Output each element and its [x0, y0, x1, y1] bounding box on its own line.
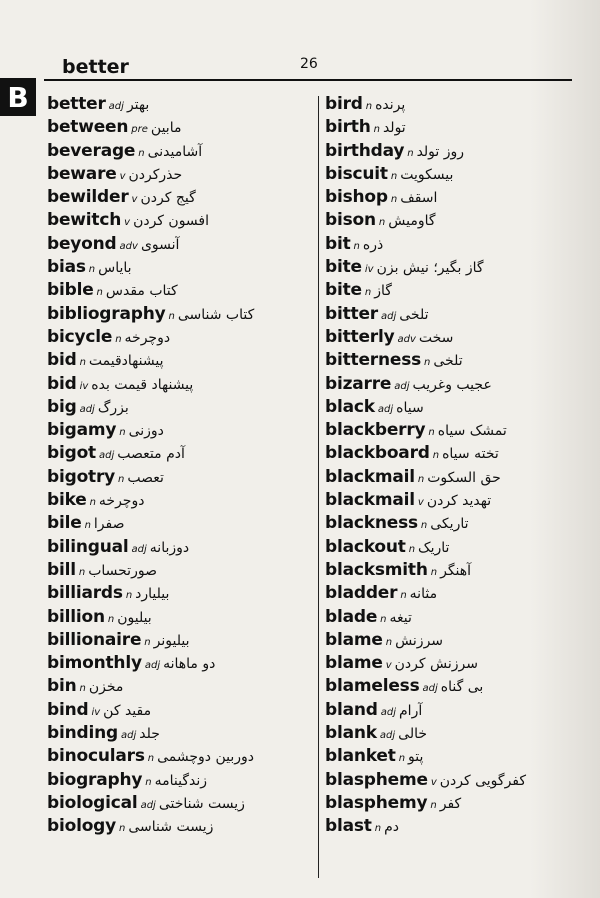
entry-part-of-speech: n — [364, 287, 372, 299]
entry-part-of-speech: pre — [131, 124, 148, 136]
dictionary-entry — [47, 397, 315, 420]
dictionary-entry — [325, 187, 575, 210]
entry-translation: گاز بگیر؛ نیش بزن — [376, 260, 484, 277]
right-column — [325, 94, 575, 840]
entry-translation: آدم متعصب — [117, 446, 185, 463]
entry-headword: bicycle — [47, 326, 113, 347]
entry-translation: مثانه — [409, 586, 438, 603]
entry-headword: beverage — [47, 140, 136, 161]
entry-headword: blacksmith — [325, 559, 428, 580]
entry-headword: blame — [325, 653, 383, 674]
entry-headword: bind — [47, 699, 89, 720]
entry-translation: صورتحساب — [88, 562, 157, 579]
entry-part-of-speech: adj — [144, 660, 161, 672]
entry-translation: خالی — [398, 726, 428, 743]
entry-part-of-speech: adv — [397, 333, 416, 345]
dictionary-entry — [47, 141, 315, 164]
entry-translation: صفرا — [93, 516, 125, 533]
entry-translation: کتاب شناسی — [177, 306, 255, 323]
dictionary-entry — [47, 327, 315, 350]
dictionary-entry — [47, 94, 315, 117]
entry-part-of-speech: n — [138, 147, 145, 159]
entry-headword: binoculars — [47, 746, 145, 767]
entry-headword: bitter — [325, 303, 378, 324]
entry-headword: bitterly — [325, 326, 395, 347]
entry-part-of-speech: n — [398, 753, 406, 765]
entry-part-of-speech: n — [374, 823, 382, 835]
entry-headword: bigotry — [47, 466, 116, 487]
entry-translation: سرزنش کردن — [394, 656, 478, 673]
dictionary-entry — [47, 257, 315, 280]
entry-headword: billionaire — [47, 629, 142, 650]
dictionary-entry — [325, 630, 575, 653]
entry-headword: bit — [325, 233, 351, 254]
entry-headword: billion — [47, 606, 105, 627]
entry-translation: تعصب — [127, 469, 164, 486]
entry-translation: بیسکویت — [400, 166, 454, 183]
entry-headword: blameless — [325, 676, 420, 697]
entry-headword: beyond — [47, 233, 117, 254]
dictionary-entry — [325, 816, 575, 839]
entry-translation: آرام — [399, 702, 423, 719]
entry-part-of-speech: iv — [91, 706, 101, 718]
entry-headword: blame — [325, 629, 383, 650]
entry-translation: گیج کردن — [140, 190, 196, 207]
entry-translation: افسون کردن — [133, 213, 210, 230]
entry-part-of-speech: n — [378, 217, 386, 229]
entry-translation: عجیب وغریب — [412, 376, 492, 393]
entry-part-of-speech: n — [373, 124, 380, 136]
entry-headword: bewitch — [47, 210, 122, 231]
entry-part-of-speech: n — [385, 636, 393, 648]
entry-headword: bilingual — [47, 536, 129, 557]
entry-headword: bigot — [47, 443, 96, 464]
dictionary-entry — [47, 210, 315, 233]
entry-headword: blackmail — [325, 466, 415, 487]
entry-part-of-speech: n — [430, 566, 438, 578]
entry-translation: بی گناه — [440, 679, 484, 696]
dictionary-entry — [325, 304, 575, 327]
entry-translation: زیست شناسی — [128, 819, 214, 836]
entry-translation: پتو — [408, 749, 424, 766]
dictionary-entry — [325, 537, 575, 560]
entry-part-of-speech: n — [79, 357, 86, 369]
letter-tab: B — [0, 78, 36, 116]
dictionary-entry — [325, 583, 575, 606]
dictionary-entry — [47, 583, 315, 606]
entry-headword: bigamy — [47, 420, 117, 441]
entry-part-of-speech: n — [380, 613, 387, 625]
entry-headword: black — [325, 396, 375, 417]
entry-translation: تهدید کردن — [426, 493, 492, 510]
entry-translation: گاومیش — [388, 213, 436, 230]
entry-part-of-speech: n — [147, 753, 155, 765]
dictionary-entry — [325, 257, 575, 280]
entry-translation: پیشنهادقیمت — [88, 353, 164, 370]
dictionary-entry — [325, 141, 575, 164]
dictionary-entry — [325, 443, 575, 466]
entry-headword: bland — [325, 699, 378, 720]
entry-headword: bike — [47, 490, 87, 511]
entry-headword: blackout — [325, 536, 406, 557]
entry-translation: حذرکردن — [128, 166, 183, 183]
entry-headword: biology — [47, 816, 117, 837]
entry-part-of-speech: adj — [379, 730, 396, 742]
entry-part-of-speech: n — [119, 427, 126, 439]
entry-translation: آنسوی — [140, 236, 180, 253]
dictionary-entry — [47, 770, 315, 793]
dictionary-entry — [47, 467, 315, 490]
column-divider — [318, 96, 319, 878]
entry-headword: binding — [47, 723, 118, 744]
entry-headword: blasphemy — [325, 792, 428, 813]
entry-translation: دوچرخه — [98, 493, 145, 510]
entry-part-of-speech: n — [144, 636, 151, 648]
dictionary-entry — [325, 210, 575, 233]
dictionary-entry — [325, 746, 575, 769]
entry-part-of-speech: n — [118, 473, 125, 485]
entry-part-of-speech: n — [424, 357, 431, 369]
entry-part-of-speech: n — [390, 194, 398, 206]
entry-translation: دو ماهانه — [163, 656, 216, 673]
entry-part-of-speech: n — [119, 823, 126, 835]
entry-translation: مابین — [150, 120, 182, 137]
entry-translation: دم — [384, 819, 399, 836]
entry-headword: bewilder — [47, 187, 129, 208]
header-rule — [44, 79, 572, 81]
entry-translation: بیلیون — [117, 609, 152, 626]
entry-translation: سخت — [418, 329, 454, 346]
entry-headword: better — [47, 94, 106, 114]
entry-part-of-speech: n — [353, 240, 360, 252]
entry-translation: دوربین دوچشمی — [157, 749, 254, 766]
entry-part-of-speech: n — [168, 310, 175, 322]
entry-headword: bill — [47, 559, 76, 580]
dictionary-entry — [47, 537, 315, 560]
dictionary-entry — [325, 94, 575, 117]
entry-part-of-speech: iv — [364, 264, 374, 276]
entry-headword: bishop — [325, 187, 388, 208]
entry-part-of-speech: n — [88, 264, 96, 276]
entry-part-of-speech: n — [84, 520, 91, 532]
dictionary-entry — [325, 117, 575, 140]
dictionary-entry — [325, 490, 575, 513]
entry-part-of-speech: v — [124, 217, 131, 229]
entry-headword: big — [47, 396, 77, 417]
entry-translation: دوچرخه — [124, 329, 171, 346]
entry-part-of-speech: n — [408, 543, 416, 555]
entry-part-of-speech: n — [432, 450, 440, 462]
entry-part-of-speech: n — [78, 566, 86, 578]
entry-part-of-speech: n — [430, 799, 437, 811]
dictionary-entry — [47, 374, 315, 397]
entry-translation: حق السکوت — [427, 469, 501, 486]
dictionary-entry — [325, 280, 575, 303]
dictionary-entry — [47, 490, 315, 513]
dictionary-entry — [325, 374, 575, 397]
entry-part-of-speech: adj — [140, 799, 156, 811]
dictionary-entry — [325, 607, 575, 630]
entry-part-of-speech: v — [417, 497, 424, 509]
entry-translation: دوزنی — [128, 423, 164, 440]
entry-headword: bitterness — [325, 350, 422, 371]
entry-headword: bibliography — [47, 303, 166, 324]
entry-headword: billiards — [47, 583, 123, 604]
entry-translation: سرزنش — [395, 632, 444, 649]
entry-part-of-speech: n — [96, 287, 103, 299]
entry-translation: آشامیدنی — [147, 143, 203, 160]
dictionary-entry — [47, 723, 315, 746]
entry-translation: پیشنهاد قیمت بده — [91, 376, 194, 393]
entry-translation: بیلیارد — [135, 586, 170, 603]
entry-translation: کتاب مقدس — [105, 283, 178, 300]
entry-part-of-speech: n — [125, 590, 133, 602]
entry-translation: کفرگویی کردن — [439, 772, 527, 789]
entry-headword: bias — [47, 257, 86, 278]
entry-headword: blackboard — [325, 443, 430, 464]
entry-translation: تاریک — [418, 539, 450, 556]
entry-part-of-speech: n — [390, 170, 398, 182]
entry-part-of-speech: adj — [120, 730, 137, 742]
guide-word: better — [62, 56, 129, 78]
entry-part-of-speech: n — [145, 776, 152, 788]
entry-translation: بزرگ — [97, 399, 129, 416]
dictionary-entry — [47, 164, 315, 187]
entry-translation: ذره — [362, 236, 384, 253]
entry-headword: blade — [325, 606, 378, 627]
entry-part-of-speech: adj — [377, 403, 394, 415]
dictionary-entry — [47, 653, 315, 676]
entry-translation: گاز — [374, 283, 392, 300]
entry-part-of-speech: n — [79, 683, 86, 695]
entry-translation: مقید کن — [103, 702, 152, 719]
entry-headword: bird — [325, 94, 363, 114]
dictionary-entry — [47, 117, 315, 140]
entry-headword: blackberry — [325, 420, 426, 441]
dictionary-entry — [325, 164, 575, 187]
entry-part-of-speech: adj — [79, 403, 95, 415]
entry-part-of-speech: v — [119, 170, 126, 182]
dictionary-entry — [47, 513, 315, 536]
entry-translation: تیغه — [389, 609, 412, 626]
entry-part-of-speech: adv — [119, 240, 138, 252]
dictionary-entry — [325, 467, 575, 490]
dictionary-entry — [325, 676, 575, 699]
entry-part-of-speech: n — [428, 427, 435, 439]
entry-translation: جلد — [139, 726, 160, 743]
entry-translation: تاریکی — [430, 516, 469, 533]
entry-headword: blackness — [325, 513, 418, 534]
entry-translation: دوزبانه — [149, 539, 190, 556]
entry-translation: روز تولد — [416, 143, 465, 160]
entry-part-of-speech: adj — [380, 706, 397, 718]
dictionary-entry — [47, 350, 315, 373]
entry-translation: آهنگر — [440, 562, 472, 579]
entry-headword: biological — [47, 792, 138, 813]
dictionary-entry — [325, 350, 575, 373]
entry-part-of-speech: n — [365, 101, 373, 112]
entry-headword: biography — [47, 769, 143, 790]
dictionary-entry — [47, 187, 315, 210]
entry-part-of-speech: adj — [422, 683, 438, 695]
entry-translation: زیست شناختی — [158, 795, 245, 812]
entry-headword: blast — [325, 816, 372, 837]
dictionary-entry — [325, 234, 575, 257]
dictionary-entry — [325, 560, 575, 583]
dictionary-entry — [47, 280, 315, 303]
entry-headword: between — [47, 117, 129, 138]
dictionary-entry — [325, 420, 575, 443]
dictionary-entry — [47, 746, 315, 769]
entry-headword: blaspheme — [325, 769, 428, 790]
dictionary-entry — [325, 770, 575, 793]
dictionary-entry — [325, 700, 575, 723]
entry-translation: تولد — [382, 120, 406, 137]
entry-translation: پرنده — [375, 97, 406, 113]
entry-part-of-speech: adj — [394, 380, 410, 392]
dictionary-entry — [47, 443, 315, 466]
dictionary-entry — [325, 793, 575, 816]
entry-part-of-speech: n — [417, 473, 425, 485]
entry-translation: زندگینامه — [154, 772, 207, 789]
dictionary-entry — [47, 676, 315, 699]
entry-part-of-speech: v — [430, 776, 437, 788]
entry-headword: birth — [325, 117, 371, 138]
dictionary-entry — [325, 723, 575, 746]
entry-translation: بایاس — [98, 260, 132, 277]
entry-headword: bid — [47, 350, 77, 371]
dictionary-entry — [325, 513, 575, 536]
entry-translation: تمشک سیاه — [437, 423, 507, 440]
entry-translation: اسقف — [400, 190, 438, 207]
entry-translation: کفر — [439, 795, 462, 812]
left-column — [47, 94, 315, 840]
dictionary-entry — [47, 630, 315, 653]
entry-headword: bladder — [325, 583, 398, 604]
entry-part-of-speech: n — [115, 333, 122, 345]
dictionary-entry — [47, 700, 315, 723]
entry-part-of-speech: n — [107, 613, 115, 625]
entry-headword: bison — [325, 210, 376, 231]
page-number: 26 — [300, 56, 318, 72]
entry-part-of-speech: n — [420, 520, 428, 532]
entry-translation: بیلیونر — [153, 632, 190, 649]
entry-part-of-speech: v — [131, 194, 138, 206]
dictionary-entry — [47, 793, 315, 816]
entry-part-of-speech: n — [407, 147, 414, 159]
entry-part-of-speech: adj — [98, 450, 115, 462]
entry-headword: bizarre — [325, 373, 392, 394]
entry-part-of-speech: v — [385, 660, 392, 672]
entry-headword: blank — [325, 723, 377, 744]
entry-translation: تلخی — [433, 353, 463, 370]
entry-headword: birthday — [325, 140, 405, 161]
entry-part-of-speech: adj — [131, 543, 147, 555]
entry-translation: تخته سیاه — [442, 446, 499, 463]
entry-headword: bite — [325, 280, 362, 301]
dictionary-entry — [47, 560, 315, 583]
dictionary-entry — [325, 653, 575, 676]
entry-headword: bimonthly — [47, 653, 142, 674]
entry-headword: bile — [47, 513, 82, 534]
entry-part-of-speech: adj — [108, 101, 124, 112]
entry-headword: blanket — [325, 746, 396, 767]
entry-headword: bite — [325, 257, 362, 278]
dictionary-entry — [325, 397, 575, 420]
entry-headword: biscuit — [325, 163, 388, 184]
dictionary-entry — [47, 420, 315, 443]
entry-headword: blackmail — [325, 490, 415, 511]
entry-headword: bible — [47, 280, 94, 301]
entry-part-of-speech: n — [89, 497, 96, 509]
entry-headword: bid — [47, 373, 77, 394]
entry-headword: beware — [47, 163, 117, 184]
entry-part-of-speech: n — [400, 590, 407, 602]
entry-translation: مخزن — [88, 679, 124, 696]
entry-translation: سیاه — [396, 399, 424, 416]
entry-translation: تلخی — [399, 306, 429, 323]
entry-part-of-speech: iv — [79, 380, 89, 392]
entry-part-of-speech: adj — [380, 310, 397, 322]
dictionary-entry — [325, 327, 575, 350]
dictionary-entry — [47, 607, 315, 630]
dictionary-entry — [47, 816, 315, 839]
dictionary-entry — [47, 304, 315, 327]
entry-headword: bin — [47, 676, 77, 697]
dictionary-entry — [47, 234, 315, 257]
entry-translation: بهتر — [126, 97, 150, 113]
